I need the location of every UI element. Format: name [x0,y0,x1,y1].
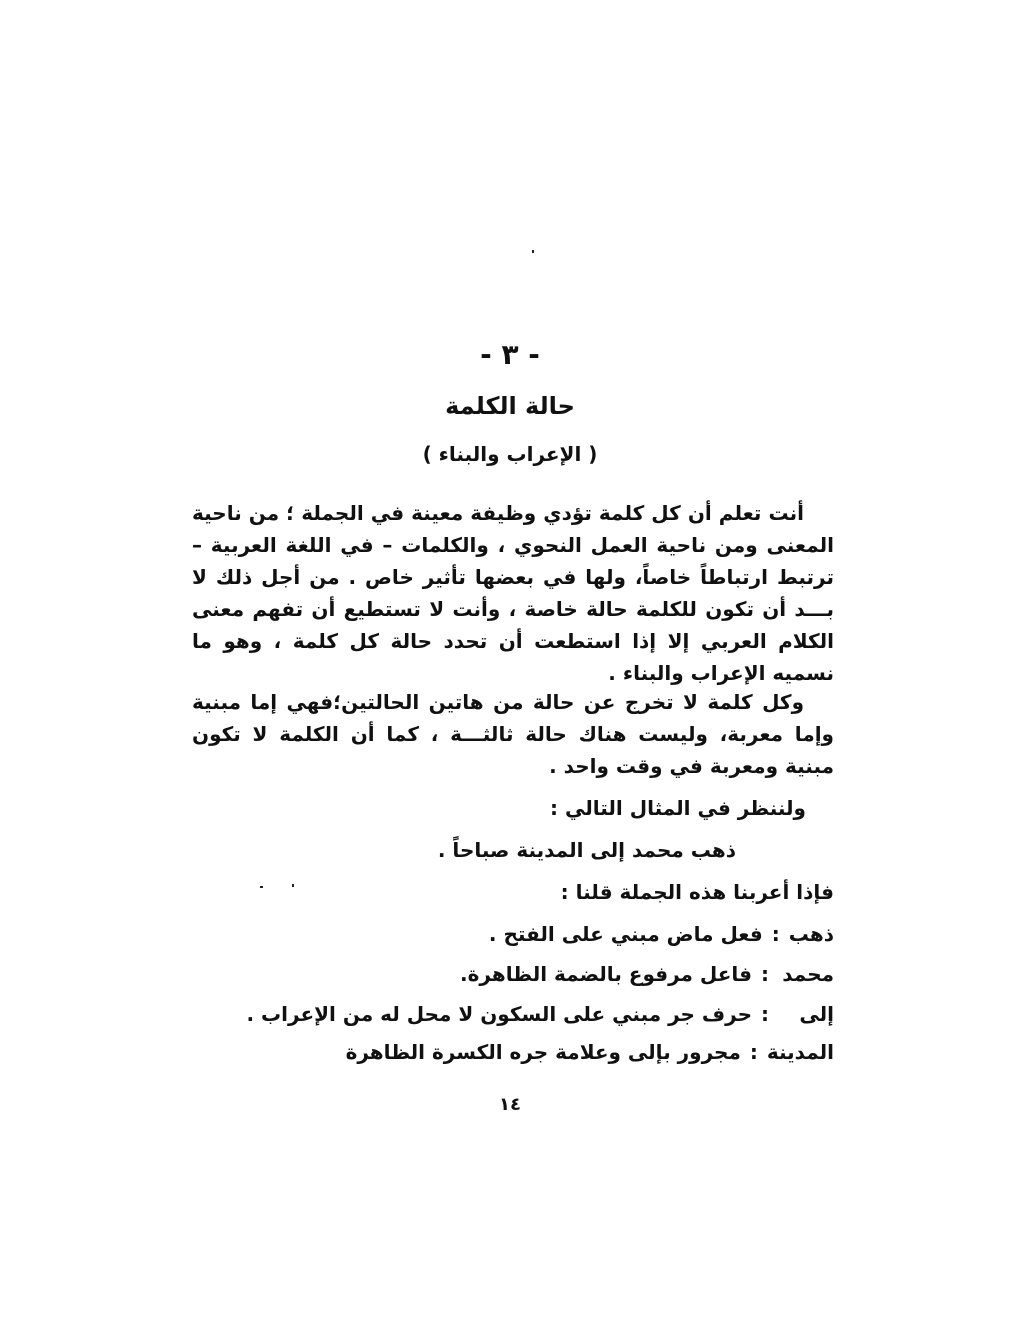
parse-row [346,1040,834,1064]
paragraph-1: أنت تعلم أن كل كلمة تؤدي وظيفة معينة في الجملة ؛ من ناحية المعنى ومن ناحية العمل النحوي ، والكلمات – في اللغة العربية – ترتبط ارتباطاً خاصاً، ولها في بعضها تأثير خاص . من أجل ذلك لا بـــد أن تكون للكلمة حالة خاصة ، وأنت لا تستطيع أن تفهم معنى الكلام العربي إلا إذا استطعت أن تحدد حالة كل كلمة ، وهو ما نسميه الإعراب والبناء . [192,501,834,685]
chapter-title: حالة الكلمة [445,392,575,420]
chapter-subtitle: ( الإعراب والبناء ) [422,442,598,466]
chapter-number: - ٣ - [480,338,540,371]
parse-row [460,962,834,986]
parse-row [247,1002,835,1026]
parse-word: المدينة [766,1040,834,1064]
parse-colon: : [761,962,769,986]
parse-row [489,922,834,946]
parse-word: محمد [782,962,834,986]
parse-colon: : [749,1040,758,1064]
example-sentence: ذهب محمد إلى المدينة صباحاً . [437,838,736,862]
scan-speck [260,886,263,888]
parse-word: ذهب [788,922,834,946]
parse-word: إلى [799,1002,834,1026]
example-intro: ولننظر في المثال التالي : [550,796,806,820]
paragraph-2: وكل كلمة لا تخرج عن حالة من هاتين الحالتين؛فهي إما مبنية وإما معربة، وليست هناك حالة ثالثـــة ، كما أن الكلمة لا تكون مبنية ومعربة في وقت واحد . [192,690,834,778]
parse-analysis: فعل ماض مبني على الفتح . [488,922,763,946]
page-number: ١٤ [499,1094,521,1115]
scan-speck [292,884,294,887]
parse-intro: فإذا أعربنا هذه الجملة قلنا : [560,880,834,904]
parse-colon: : [771,922,780,946]
parse-colon: : [761,1002,769,1026]
scan-speck [532,250,534,253]
parse-analysis: مجرور بإلى وعلامة جره الكسرة الظاهرة [345,1040,741,1064]
parse-analysis: حرف جر مبني على السكون لا محل له من الإعراب . [246,1002,752,1026]
parse-analysis: فاعل مرفوع بالضمة الظاهرة. [460,962,752,986]
